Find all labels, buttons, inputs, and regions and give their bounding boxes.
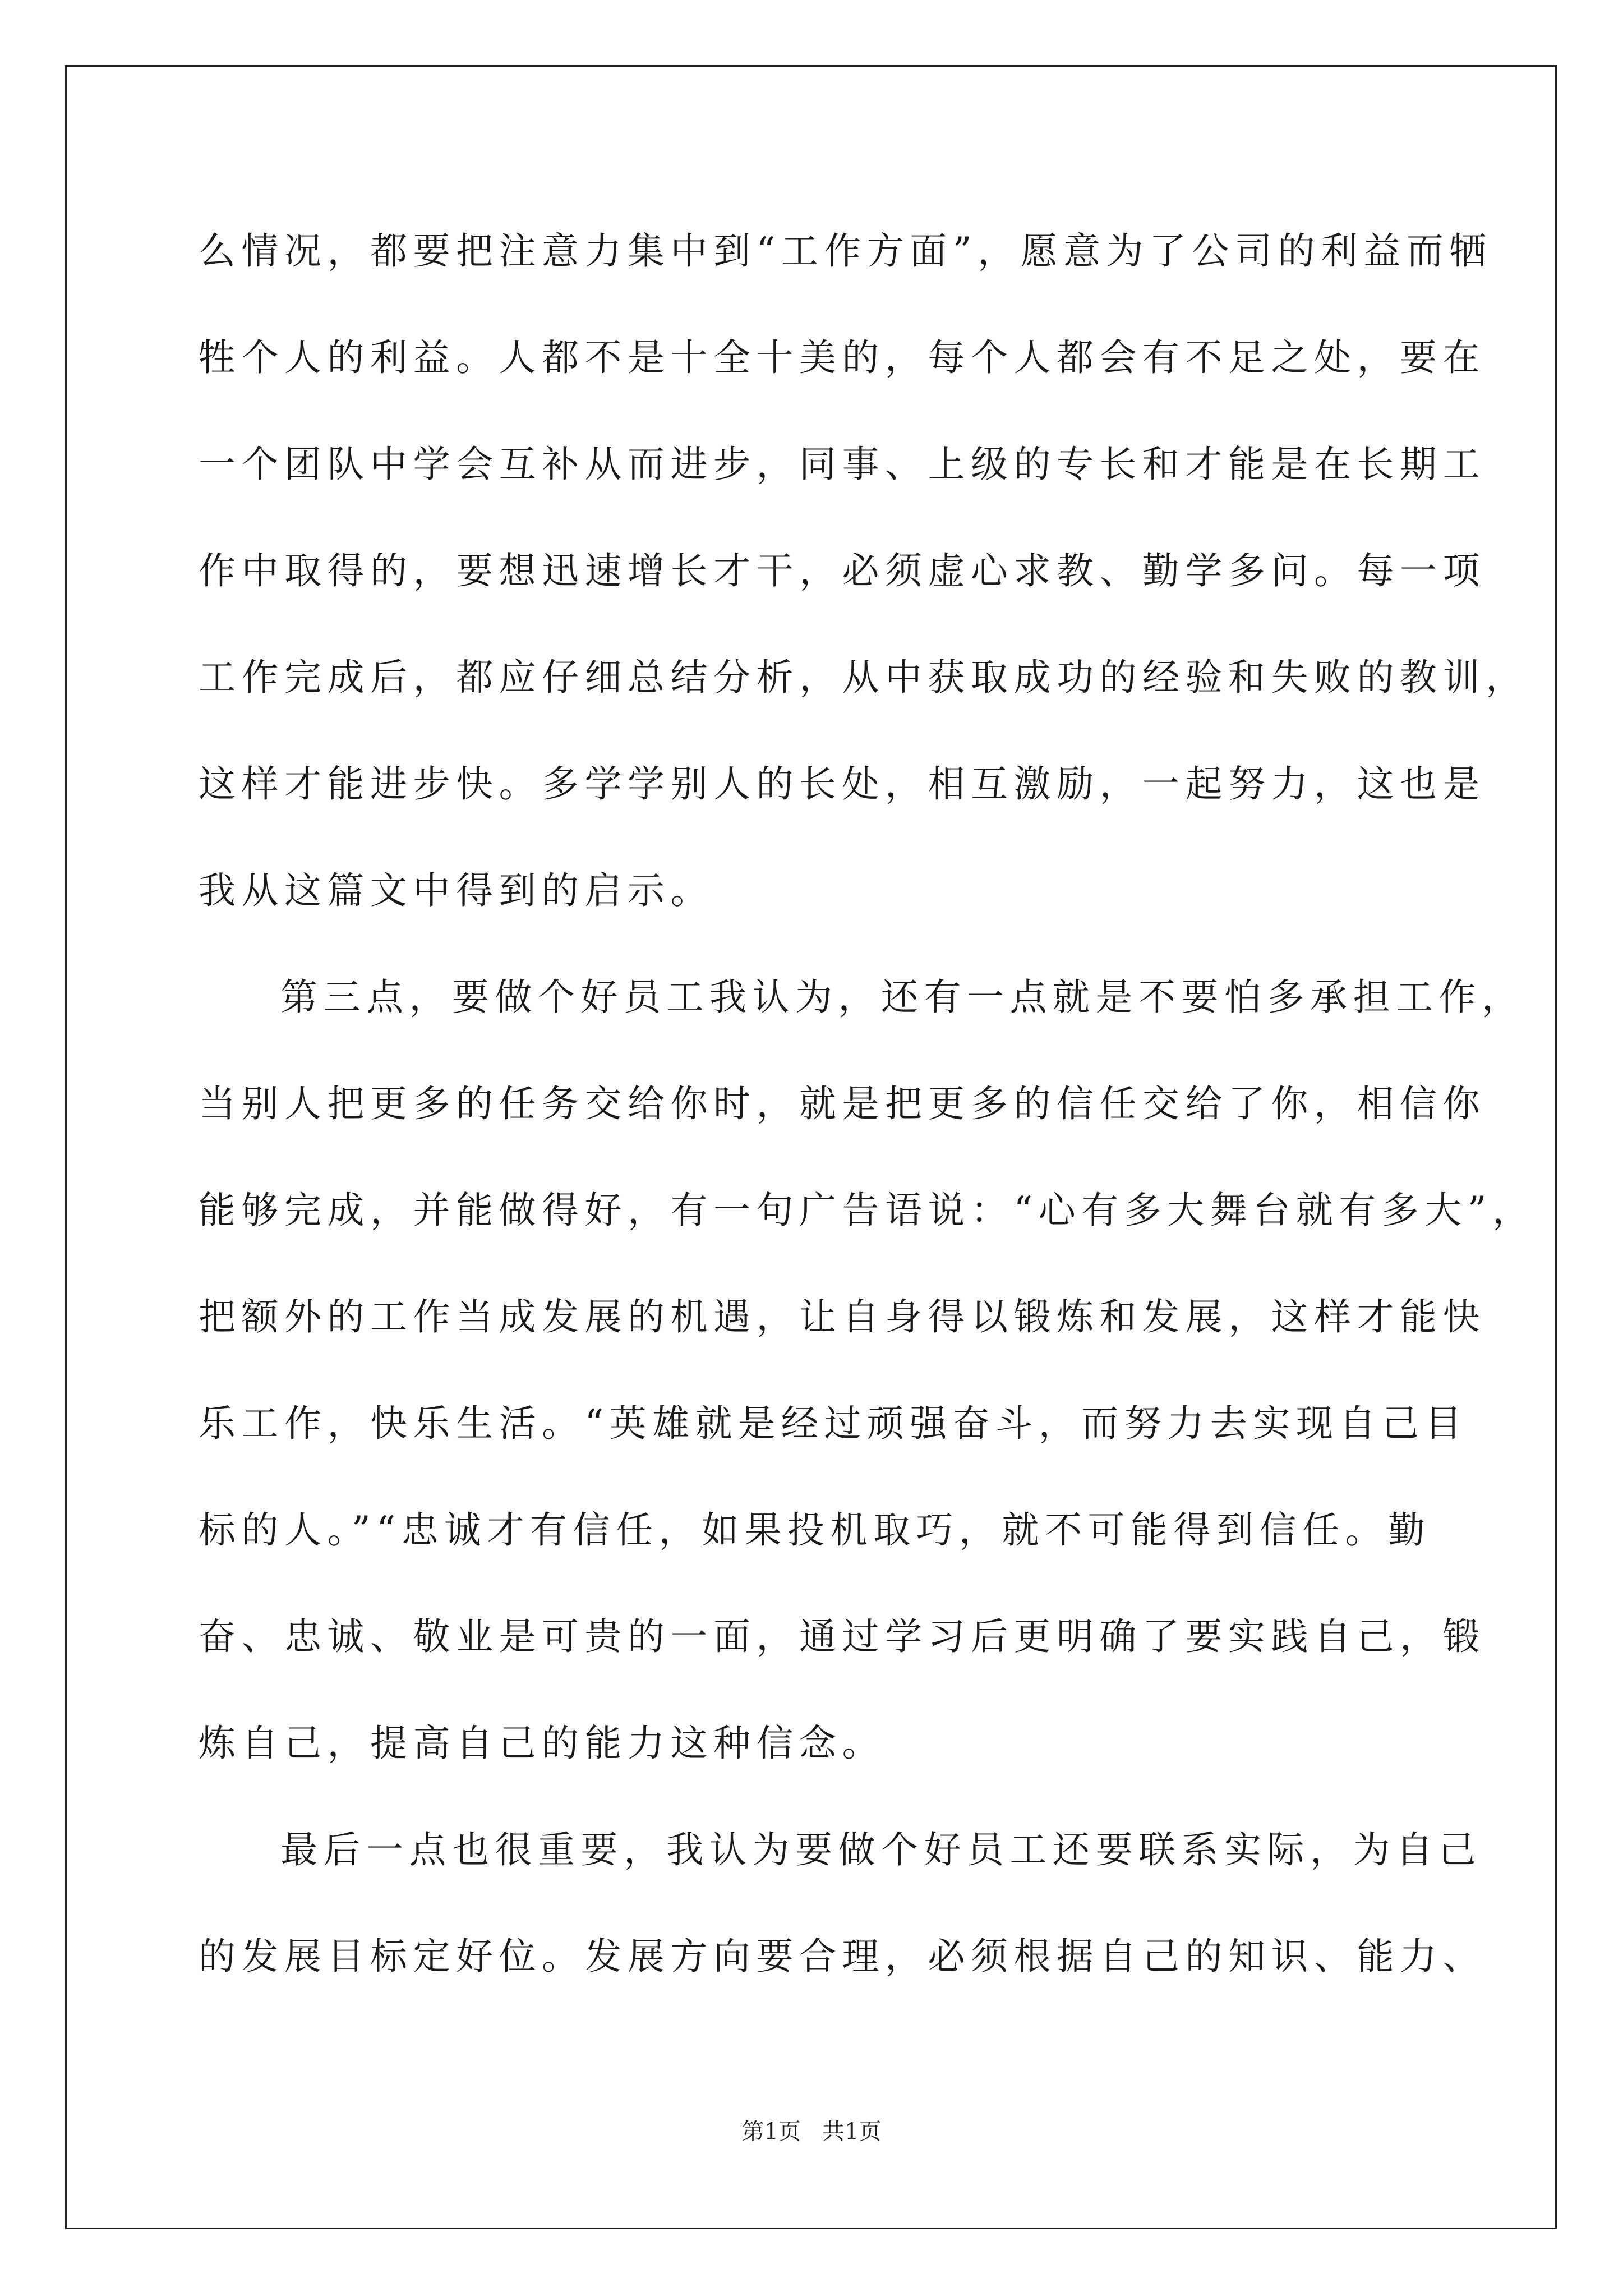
text-line: 能够完成，并能做得好，有一句广告语说：“心有多大舞台就有多大”， — [199, 1189, 1536, 1232]
text-line: 奋、忠诚、敬业是可贵的一面，通过学习后更明确了要实践自己，锻 — [199, 1615, 1486, 1658]
text-line: 牲个人的利益。人都不是十全十美的，每个人都会有不足之处，要在 — [199, 336, 1486, 379]
text-line: 把额外的工作当成发展的机遇，让自身得以锻炼和发展，这样才能快 — [199, 1295, 1486, 1338]
text-line: 这样才能进步快。多学学别人的长处，相互激励，一起努力，这也是 — [199, 762, 1486, 806]
text-line: 标的人。”“忠诚才有信任，如果投机取巧，就不可能得到信任。勤 — [199, 1508, 1431, 1552]
paragraph-start-line: 最后一点也很重要，我认为要做个好员工还要联系实际，为自己 — [280, 1828, 1482, 1871]
page-border — [65, 65, 1557, 2229]
text-line: 当别人把更多的任务交给你时，就是把更多的信任交给了你，相信你 — [199, 1082, 1486, 1125]
paragraph-start-line: 第三点，要做个好员工我认为，还有一点就是不要怕多承担工作， — [280, 976, 1525, 1019]
text-line: 的发展目标定好位。发展方向要合理，必须根据自己的知识、能力、 — [199, 1935, 1486, 1978]
text-line: 炼自己，提高自己的能力这种信念。 — [199, 1722, 885, 1765]
text-line: 作中取得的，要想迅速增长才干，必须虚心求教、勤学多问。每一项 — [199, 549, 1486, 592]
text-line: 我从这篇文中得到的启示。 — [199, 869, 713, 912]
text-line: 么情况，都要把注意力集中到“工作方面”，愿意为了公司的利益而牺 — [199, 229, 1492, 273]
text-line: 工作完成后，都应仔细总结分析，从中获取成功的经验和失败的教训， — [199, 656, 1529, 699]
text-line: 乐工作，快乐生活。“英雄就是经过顽强奋斗，而努力去实现自己目 — [199, 1402, 1468, 1445]
page-number-footer: 第1页 共1页 — [741, 2119, 882, 2145]
text-line: 一个团队中学会互补从而进步，同事、上级的专长和才能是在长期工 — [199, 443, 1486, 486]
